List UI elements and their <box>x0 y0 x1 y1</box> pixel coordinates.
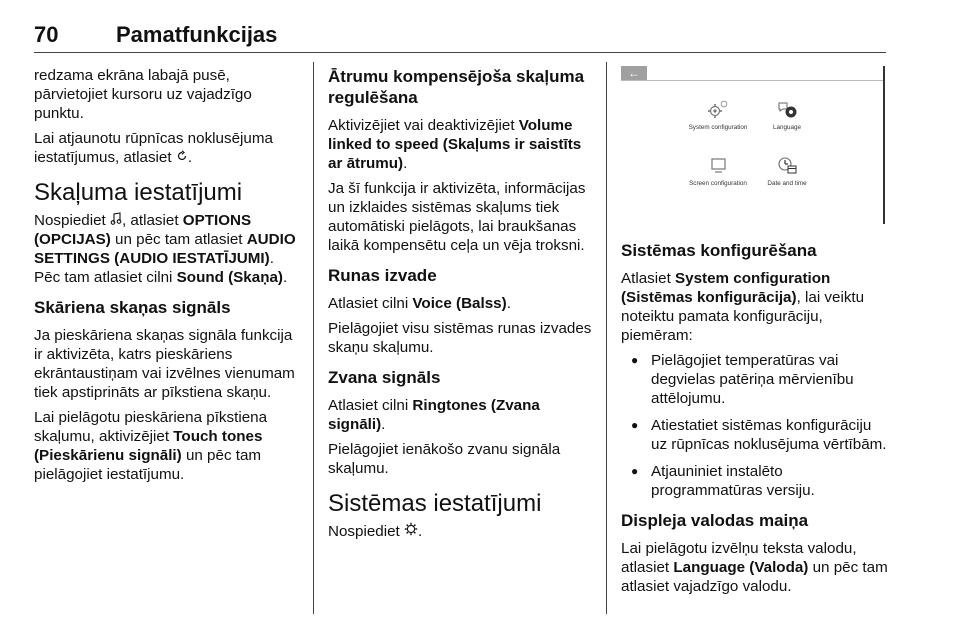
screen-edge <box>883 66 885 224</box>
page-number: 70 <box>34 22 59 47</box>
list-item: ● Pielāgojiet temperatūras vai degvielas patēriņa mērvienību attēlojumu. <box>621 351 889 408</box>
system-configuration-icon <box>704 98 732 120</box>
tile-label: Date and time <box>767 180 807 187</box>
reset-arrow-icon <box>176 148 188 167</box>
screen-top-bar <box>621 66 885 81</box>
tile-date-and-time[interactable] <box>747 154 827 188</box>
system-settings-paragraph: Nospiediet . <box>328 523 423 540</box>
tile-label: Screen configuration <box>689 180 747 187</box>
back-button[interactable]: ← <box>621 66 647 80</box>
tile-label: Language <box>772 124 802 131</box>
subheading-ringtone: Zvana signāls <box>328 368 441 387</box>
tile-label: System configuration <box>688 124 748 131</box>
voice-adjust-paragraph: Pielāgojiet visu sistēmas runas izvades skaņu skaļumu. <box>328 320 592 356</box>
subheading-voice-output: Runas izvade <box>328 266 437 285</box>
reset-paragraph: Lai atjaunotu rūpnīcas noklusējuma iestatījumus, atlasiet . <box>34 130 273 166</box>
header-rule <box>34 52 886 53</box>
date-time-icon <box>773 154 801 176</box>
voice-tab-paragraph: Atlasiet cilni Voice (Balss). <box>328 295 511 312</box>
screen-configuration-icon <box>704 154 732 176</box>
system-configuration-paragraph: Atlasiet System configuration (Sistēmas konfigurācija), lai veiktu noteiktu pamata konfigurāciju, piemēram: <box>621 270 865 344</box>
configuration-bullet-list <box>621 351 889 500</box>
column-2 <box>328 66 594 547</box>
column-3 <box>621 240 889 602</box>
settings-menu-screenshot <box>621 66 885 224</box>
list-item: ● Atiestatiet sistēmas konfigurāciju uz rūpnīcas noklusējuma vērtībām. <box>621 416 889 454</box>
section-heading-system-settings: Sistēmas iestatījumi <box>328 490 542 517</box>
list-item: ● Atjauniniet instalēto programmatūras versiju. <box>621 462 889 500</box>
language-icon <box>773 98 801 120</box>
column-divider-2 <box>606 62 607 614</box>
speed-volume-description: Ja šī funkcija ir aktivizēta, informācijas un izklaides sistēmas skaļums tiek automātiski pielāgots, lai braukšanas laikā kompensētu ceļa un vēja troksni. <box>328 180 586 254</box>
tile-screen-configuration[interactable] <box>678 154 758 188</box>
page-title: Pamatfunkcijas <box>116 22 278 47</box>
touch-tone-paragraph: Ja pieskāriena skaņas signāla funkcija ir aktivizēta, katrs pieskāriens ekrāntaustiņam vai izvēlnes vienumam tiek apstiprināts ar pīkstiena skaņu. <box>34 327 295 401</box>
ringtone-tab-paragraph: Atlasiet cilni Ringtones (Zvana signāli). <box>328 397 540 433</box>
speed-volume-paragraph: Aktivizējiet vai deaktivizējiet Volume linked to speed (Skaļums ir saistīts ar ātrumu). <box>328 117 582 172</box>
tile-system-configuration[interactable] <box>678 98 758 132</box>
subheading-touch-tone: Skāriena skaņas signāls <box>34 298 231 317</box>
column-1 <box>34 66 300 490</box>
ringtone-adjust-paragraph: Pielāgojiet ienākošo zvanu signāla skaļumu. <box>328 441 561 477</box>
column-divider-1 <box>313 62 314 614</box>
subheading-speed-volume: Ātrumu kompensējoša skaļuma regulēšana <box>328 67 585 107</box>
settings-gear-icon <box>404 522 418 541</box>
touch-tone-adjust-paragraph: Lai pielāgotu pieskāriena pīkstiena skaļumu, aktivizējiet Touch tones (Pieskārienu signāli) un pēc tam pielāgojiet iestatījumu. <box>34 409 268 483</box>
subheading-system-configuration: Sistēmas konfigurēšana <box>621 241 817 260</box>
volume-settings-paragraph: Nospiediet , atlasiet OPTIONS (OPCIJAS) un pēc tam atlasiet AUDIO SETTINGS (AUDIO IESTATĪJUMI). Pēc tam atlasiet cilni Sound (Skaņa). <box>34 212 296 286</box>
page-header <box>0 0 960 56</box>
section-heading-volume-settings: Skaļuma iestatījumi <box>34 179 243 206</box>
music-note-icon <box>110 211 122 230</box>
subheading-display-language: Displeja valodas maiņa <box>621 511 809 530</box>
intro-paragraph: redzama ekrāna labajā pusē, pārvietojiet kursoru uz vajadzīgo punktu. <box>34 67 252 122</box>
language-paragraph: Lai pielāgotu izvēlņu teksta valodu, atlasiet Language (Valoda) un pēc tam atlasiet vajadzīgo valodu. <box>621 540 888 595</box>
tile-language[interactable] <box>747 98 827 132</box>
